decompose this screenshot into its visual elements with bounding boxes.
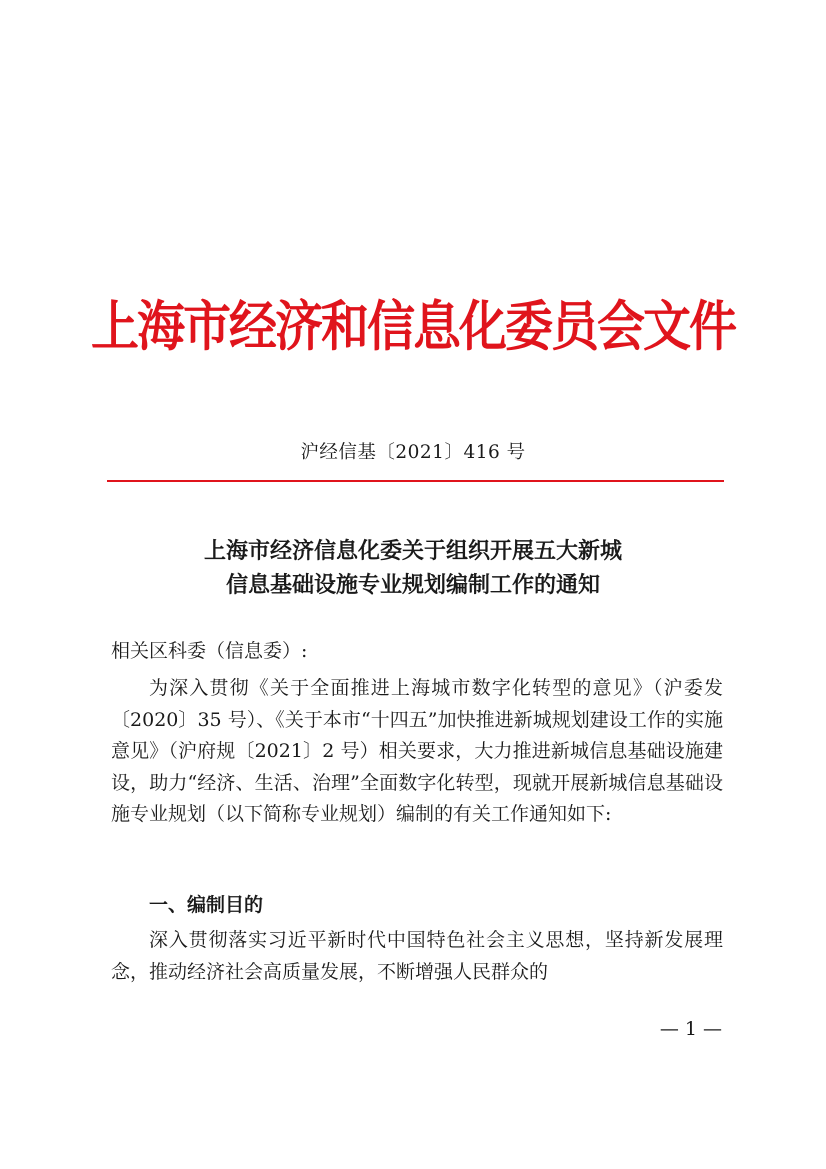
document-title-line-2: 信息基础设施专业规划编制工作的通知 [225, 572, 600, 598]
addressee: 相关区科委（信息委）: [111, 640, 308, 662]
section-heading-1: 一、编制目的 [149, 894, 264, 916]
body-paragraph-2: 深入贯彻落实习近平新时代中国特色社会主义思想，坚持新发展理念，推动经济社会高质量发展，不断增强人民群众的 [111, 929, 723, 983]
issuer-header: 上海市经济和信息化委员会文件 [90, 295, 735, 359]
page-number: — 1 — [659, 1018, 722, 1040]
red-separator-line [107, 480, 724, 482]
body-paragraph-1: 为深入贯彻《关于全面推进上海城市数字化转型的意见》（沪委发〔2020〕35 号）、《关于本市“十四五”加快推进新城规划建设工作的实施意见》（沪府规〔2021〕2 号）相关要求，大力推进新城信息基础设施建设，助力“经济、生活、治理”全面数字化转型，现就开展新城信息基础设施专业规划（以下简称专业规划）编制的有关工作通知如下: [111, 677, 723, 826]
document-number: 沪经信基〔2021〕416 号 [300, 442, 526, 463]
document-title-line-1: 上海市经济信息化委关于组织开展五大新城 [203, 538, 622, 564]
document-title [0, 534, 826, 602]
